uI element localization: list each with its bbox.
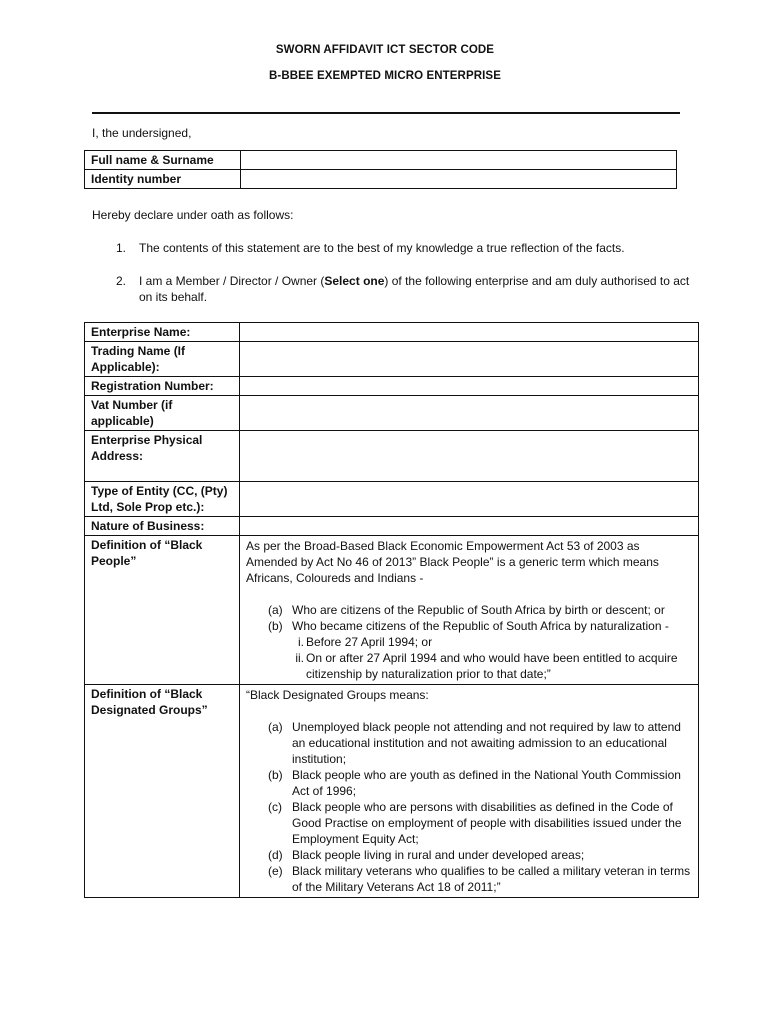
vat-number-field[interactable] [240, 396, 699, 431]
list-item-text: Black people who are persons with disabilities as defined in the Code of Good Practise on employment of people with disabilities issued under the Employment Equity Act; [292, 800, 682, 846]
designated-groups-definition [240, 685, 699, 898]
list-item [246, 602, 692, 618]
enterprise-name-field[interactable] [240, 323, 699, 342]
list-marker: ii. [295, 651, 304, 665]
black-people-definition [240, 536, 699, 685]
entity-type-label: Type of Entity (CC, (Pty) Ltd, Sole Prop etc.): [85, 482, 240, 517]
table-row [85, 431, 699, 482]
list-marker: (e) [268, 864, 283, 878]
definition-list [246, 719, 692, 895]
list-item-text: Black military veterans who qualifies to be called a military veteran in terms of the Military Veterans Act 18 of 2011;” [292, 864, 691, 894]
table-row [85, 396, 699, 431]
registration-number-label: Registration Number: [85, 377, 240, 396]
entity-type-field[interactable] [240, 482, 699, 517]
list-item-text: Black people living in rural and under developed areas; [292, 848, 585, 862]
list-marker: i. [298, 635, 304, 649]
list-marker: (a) [268, 603, 283, 617]
list-item [246, 719, 692, 767]
table-row [85, 323, 699, 342]
list-marker: (c) [268, 800, 282, 814]
trading-name-label: Trading Name (If Applicable): [85, 342, 240, 377]
nature-of-business-label: Nature of Business: [85, 517, 240, 536]
definition-intro: As per the Broad-Based Black Economic Empowerment Act 53 of 2003 as Amended by Act No 46 of 2013” Black People” is a generic term which means Africans, Coloureds and Indians - [246, 539, 659, 585]
declaration-text: Hereby declare under oath as follows: [92, 208, 294, 222]
nature-of-business-field[interactable] [240, 517, 699, 536]
list-item-text: Black people who are youth as defined in the National Youth Commission Act of 1996; [292, 768, 681, 798]
header-divider [92, 112, 680, 114]
list-item [246, 847, 692, 863]
list-marker: (d) [268, 848, 283, 862]
list-item [246, 863, 692, 895]
list-item [246, 618, 692, 634]
document-title: SWORN AFFIDAVIT ICT SECTOR CODE [275, 44, 495, 56]
identity-number-field[interactable] [241, 170, 677, 189]
designated-groups-definition-label: Definition of “Black Designated Groups” [85, 685, 240, 898]
table-row [85, 517, 699, 536]
table-row [85, 342, 699, 377]
identity-table [84, 150, 677, 189]
trading-name-field[interactable] [240, 342, 699, 377]
list-item [246, 799, 692, 847]
list-item [246, 634, 692, 650]
list-item [246, 650, 692, 682]
table-row [85, 482, 699, 517]
select-one-emphasis: Select one [324, 274, 385, 288]
list-item-text: On or after 27 April 1994 and who would have been entitled to acquire citizenship by naturalization prior to that date;” [306, 651, 678, 681]
identity-number-label: Identity number [85, 170, 241, 189]
table-row [85, 377, 699, 396]
list-marker: (b) [268, 619, 283, 633]
statement-number: 2. [116, 274, 127, 288]
enterprise-name-label: Enterprise Name: [85, 323, 240, 342]
statement-text-start: I am a Member / Director / Owner ( [139, 274, 325, 288]
document-subtitle: B-BBEE EXEMPTED MICRO ENTERPRISE [269, 70, 501, 82]
vat-number-label: Vat Number (if applicable) [85, 396, 240, 431]
full-name-label: Full name & Surname [85, 151, 241, 170]
table-row [85, 536, 699, 685]
table-row [85, 170, 677, 189]
full-name-field[interactable] [241, 151, 677, 170]
definition-list [246, 602, 692, 634]
physical-address-field[interactable] [240, 431, 699, 482]
definition-intro: “Black Designated Groups means: [246, 688, 429, 702]
physical-address-label: Enterprise Physical Address: [85, 431, 240, 482]
list-item-text: Unemployed black people not attending and not required by law to attend an educational institution and not awaiting admission to an educational institution; [292, 720, 681, 766]
statement-text [139, 273, 699, 305]
registration-number-field[interactable] [240, 377, 699, 396]
list-item-text: Before 27 April 1994; or [306, 635, 433, 649]
statement-text-end: ) of the following enterprise and am duly authorised to act on its behalf. [139, 274, 690, 304]
definition-sublist [246, 634, 692, 682]
intro-text: I, the undersigned, [92, 126, 192, 140]
table-row [85, 685, 699, 898]
list-item-text: Who became citizens of the Republic of South Africa by naturalization - [292, 619, 669, 633]
list-item-text: Who are citizens of the Republic of South Africa by birth or descent; or [292, 603, 665, 617]
list-item [246, 767, 692, 799]
enterprise-table [84, 322, 699, 898]
list-marker: (b) [268, 768, 283, 782]
list-marker: (a) [268, 720, 283, 734]
black-people-definition-label: Definition of “Black People” [85, 536, 240, 685]
statement-number: 1. [116, 241, 127, 255]
statement-text: The contents of this statement are to the best of my knowledge a true reflection of the facts. [139, 241, 625, 255]
table-row [85, 151, 677, 170]
